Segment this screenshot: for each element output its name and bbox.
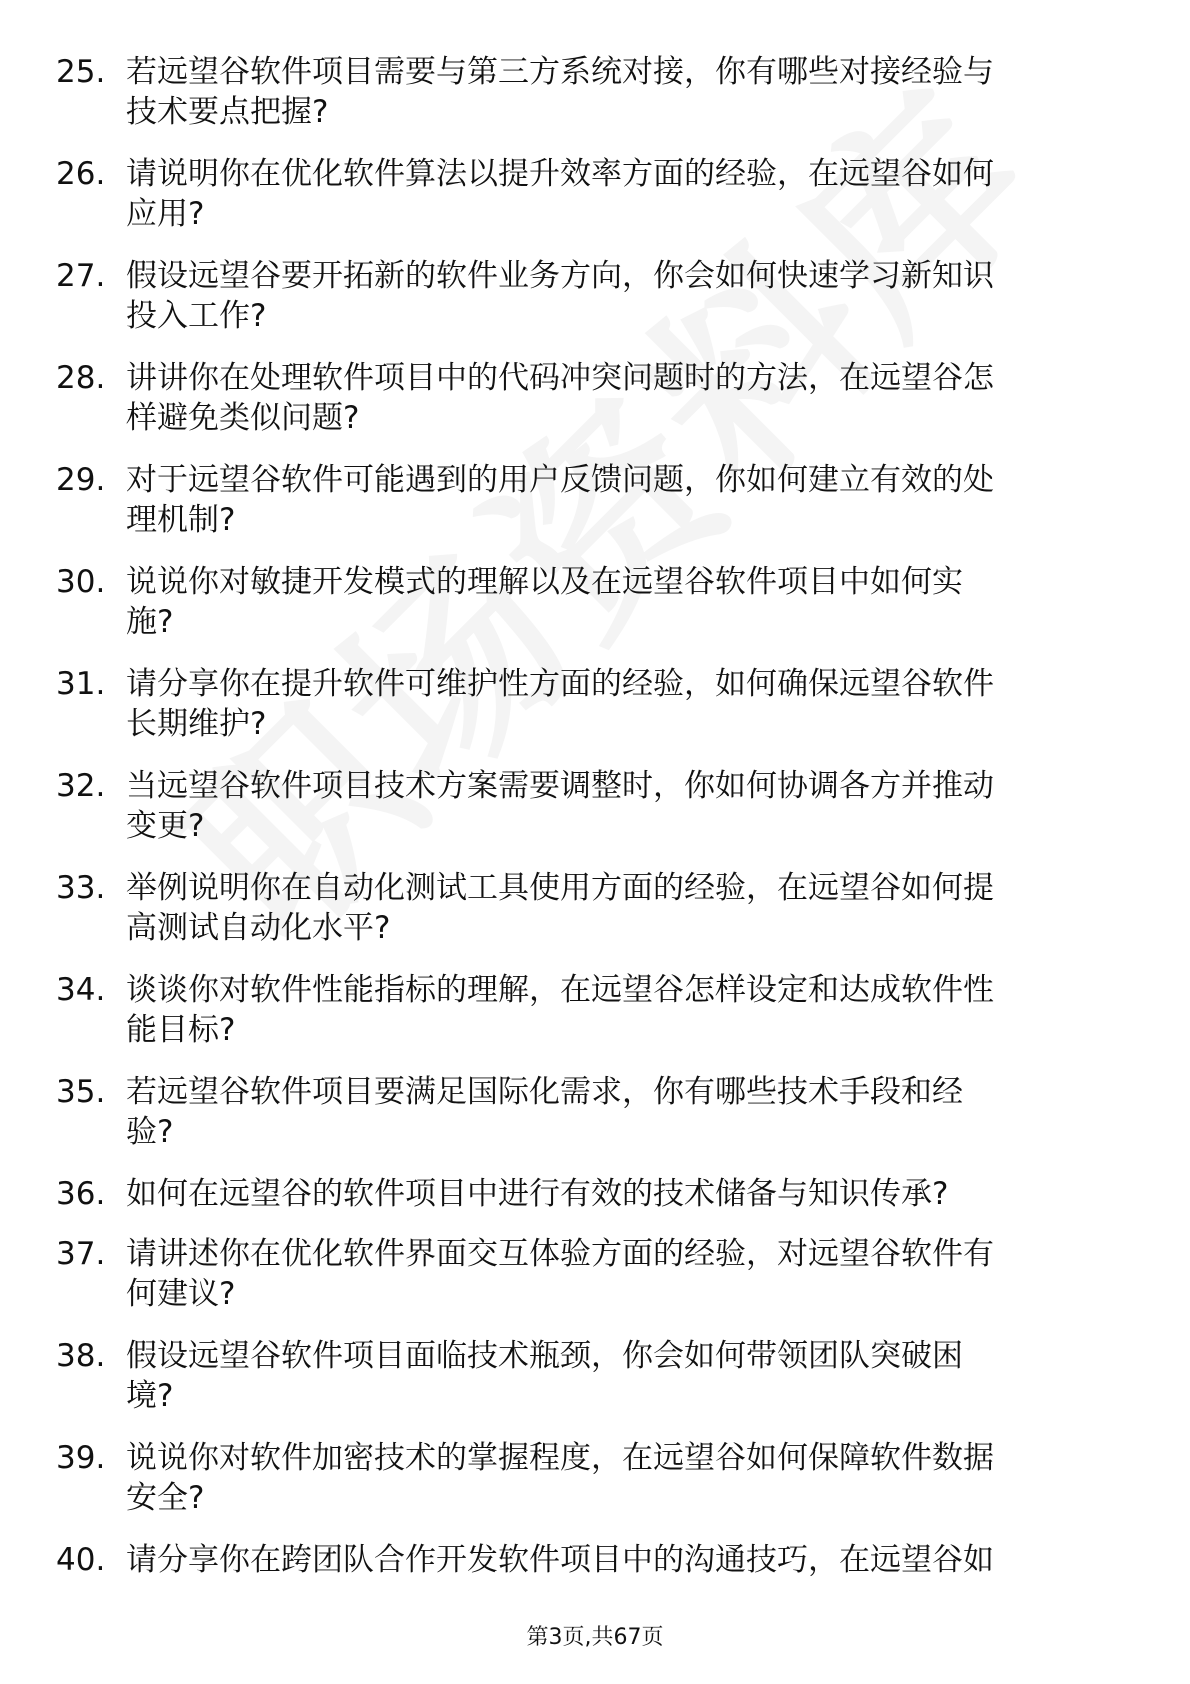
question-item-35 (0, 1072, 1190, 1174)
question-text: 若远望谷软件项目需要与第三方系统对接，你有哪些对接经验与 技术要点把握? (126, 54, 994, 130)
question-number: 27. (56, 258, 106, 294)
question-text: 谈谈你对软件性能指标的理解，在远望谷怎样设定和达成软件性 能目标? (126, 972, 994, 1048)
question-item-29 (0, 460, 1190, 562)
question-text: 若远望谷软件项目要满足国际化需求，你有哪些技术手段和经 验? (126, 1074, 963, 1150)
question-text: 假设远望谷软件项目面临技术瓶颈，你会如何带领团队突破困 境? (126, 1338, 963, 1414)
question-number: 32. (56, 768, 106, 804)
question-text: 对于远望谷软件可能遇到的用户反馈问题，你如何建立有效的处 理机制? (126, 462, 994, 538)
question-text: 请分享你在提升软件可维护性方面的经验，如何确保远望谷软件 长期维护? (126, 666, 994, 742)
question-item-34 (0, 970, 1190, 1072)
question-number: 25. (56, 54, 106, 90)
question-item-25 (0, 52, 1190, 154)
question-text: 说说你对软件加密技术的掌握程度，在远望谷如何保障软件数据 安全? (126, 1440, 994, 1516)
question-number: 39. (56, 1440, 106, 1476)
question-item-32 (0, 766, 1190, 868)
question-number: 28. (56, 360, 106, 396)
question-text: 假设远望谷要开拓新的软件业务方向，你会如何快速学习新知识 投入工作? (126, 258, 994, 334)
question-text: 讲讲你在处理软件项目中的代码冲突问题时的方法，在远望谷怎 样避免类似问题? (126, 360, 994, 436)
question-number: 35. (56, 1074, 106, 1110)
question-text: 说说你对敏捷开发模式的理解以及在远望谷软件项目中如何实 施? (126, 564, 963, 640)
page-footer: 第3页,共67页 (526, 1625, 664, 1650)
question-number: 36. (56, 1176, 106, 1212)
question-number: 38. (56, 1338, 106, 1374)
question-number: 29. (56, 462, 106, 498)
question-text: 请分享你在跨团队合作开发软件项目中的沟通技巧，在远望谷如 (126, 1542, 994, 1578)
question-number: 40. (56, 1542, 106, 1578)
question-number: 33. (56, 870, 106, 906)
question-number: 30. (56, 564, 106, 600)
question-item-40 (0, 1540, 1190, 1600)
question-number: 26. (56, 156, 106, 192)
question-item-37 (0, 1234, 1190, 1336)
question-text: 当远望谷软件项目技术方案需要调整时，你如何协调各方并推动 变更? (126, 768, 994, 844)
question-item-27 (0, 256, 1190, 358)
question-item-28 (0, 358, 1190, 460)
question-text: 举例说明你在自动化测试工具使用方面的经验，在远望谷如何提 高测试自动化水平? (126, 870, 994, 946)
question-item-33 (0, 868, 1190, 970)
question-number: 37. (56, 1236, 106, 1272)
question-text: 如何在远望谷的软件项目中进行有效的技术储备与知识传承? (126, 1176, 949, 1212)
question-item-38 (0, 1336, 1190, 1438)
question-text: 请说明你在优化软件算法以提升效率方面的经验，在远望谷如何 应用? (126, 156, 994, 232)
question-item-31 (0, 664, 1190, 766)
question-item-36 (0, 1174, 1190, 1234)
question-text: 请讲述你在优化软件界面交互体验方面的经验，对远望谷软件有 何建议? (126, 1236, 994, 1312)
question-list (0, 52, 1190, 1600)
question-number: 31. (56, 666, 106, 702)
question-item-30 (0, 562, 1190, 664)
question-item-26 (0, 154, 1190, 256)
question-item-39 (0, 1438, 1190, 1540)
question-number: 34. (56, 972, 106, 1008)
